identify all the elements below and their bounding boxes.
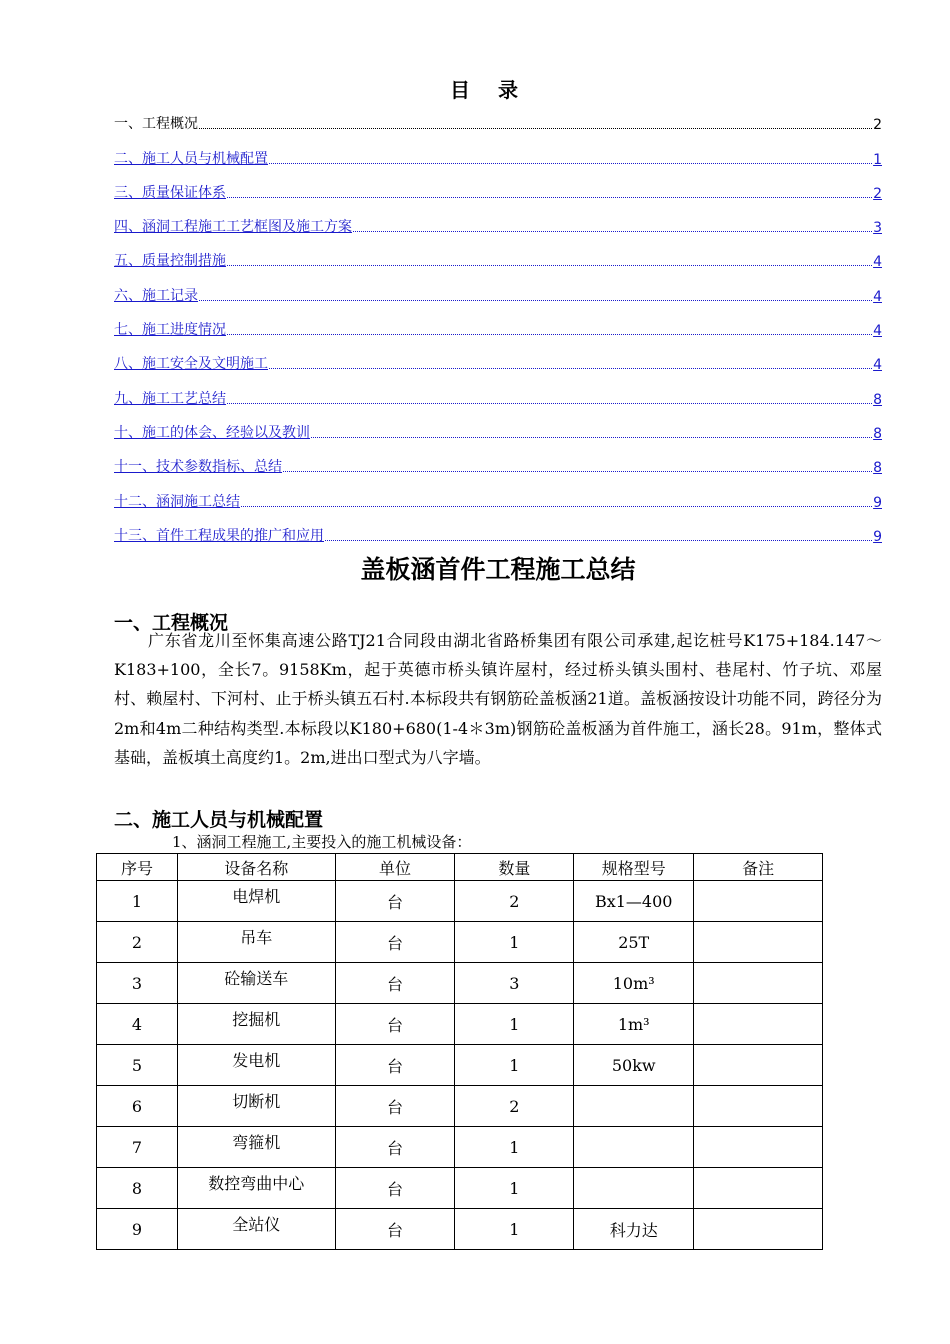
table-cell <box>694 1004 823 1045</box>
table-cell: 50kw <box>574 1045 694 1086</box>
toc-entry-page[interactable]: 8 <box>873 460 882 477</box>
toc-entry-page[interactable]: 3 <box>873 220 882 237</box>
toc-entry-label[interactable]: 二、施工人员与机械配置 <box>114 150 268 167</box>
table-cell: 1 <box>455 922 574 963</box>
table-cell <box>694 1168 823 1209</box>
toc-entry[interactable] <box>114 237 882 271</box>
table-header-row <box>97 854 823 881</box>
toc-leader-dots <box>199 300 872 301</box>
table-cell <box>574 1086 694 1127</box>
table-cell: 9 <box>97 1209 178 1250</box>
table-header-cell: 数量 <box>455 854 574 881</box>
toc-entry-label[interactable]: 八、施工安全及文明施工 <box>114 356 268 373</box>
table-cell <box>694 922 823 963</box>
overview-paragraph: 广东省龙川至怀集高速公路TJ21合同段由湖北省路桥集团有限公司承建,起讫桩号K175+184.147～K183+100，全长7。9158Km，起于英德市桥头镇许屋村，经过桥头镇头围村、巷尾村、竹子坑、邓屋村、赖屋村、下河村、止于桥头镇五石村.本标段共有钢筋砼盖板涵21道。盖板涵按设计功能不同，跨径分为2m和4m二种结构类型.本标段以K180+680(1-4＊3m)钢筋砼盖板涵为首件施工，涵长28。91m，整体式基础，盖板填土高度约1。2m,进出口型式为八字墙。 <box>114 631 882 767</box>
table-cell <box>177 1086 335 1127</box>
table-cell: 8 <box>97 1168 178 1209</box>
toc-entry-label[interactable]: 五、质量控制措施 <box>114 253 226 270</box>
table-row <box>97 1086 823 1127</box>
toc-entry-label[interactable]: 十三、首件工程成果的推广和应用 <box>114 527 324 544</box>
toc-leader-dots <box>227 403 872 404</box>
toc-entry-page[interactable]: 2 <box>873 185 882 202</box>
equipment-name: 发电机 <box>232 1050 281 1070</box>
toc-entry[interactable] <box>114 409 882 443</box>
table-cell <box>574 1168 694 1209</box>
toc-entry[interactable] <box>114 100 882 134</box>
table-header-cell: 序号 <box>97 854 178 881</box>
toc-entry-page[interactable]: 4 <box>873 323 882 340</box>
toc-entry-page[interactable]: 4 <box>873 288 882 305</box>
equipment-name: 砼输送车 <box>224 968 289 988</box>
toc-entry-label[interactable]: 十二、涵洞施工总结 <box>114 493 240 510</box>
equipment-table <box>96 853 823 1250</box>
section-heading-overview: 一、工程概况 <box>114 612 229 634</box>
equipment-name: 弯箍机 <box>232 1132 281 1152</box>
toc-entry[interactable] <box>114 374 882 408</box>
toc-leader-dots <box>227 334 872 335</box>
toc-entry-page[interactable]: 9 <box>873 528 882 545</box>
toc-leader-dots <box>311 437 872 438</box>
toc-leader-dots <box>227 197 872 198</box>
toc-entry-page[interactable]: 1 <box>873 151 882 168</box>
toc-entry[interactable] <box>114 340 882 374</box>
toc-entry-label[interactable]: 九、施工工艺总结 <box>114 390 226 407</box>
table-cell <box>694 1086 823 1127</box>
table-cell: 3 <box>455 963 574 1004</box>
table-cell: 4 <box>97 1004 178 1045</box>
table-cell: Bx1—400 <box>574 881 694 922</box>
table-cell <box>694 881 823 922</box>
table-of-contents <box>114 100 882 546</box>
equipment-name: 切断机 <box>232 1091 281 1111</box>
table-cell: 台 <box>335 1004 455 1045</box>
table-cell: 2 <box>97 922 178 963</box>
equipment-intro: 1、涵洞工程施工,主要投入的施工机械设备： <box>172 833 472 851</box>
table-cell: 台 <box>335 1086 455 1127</box>
table-cell: 6 <box>97 1086 178 1127</box>
table-cell: 台 <box>335 1127 455 1168</box>
table-header-cell: 规格型号 <box>574 854 694 881</box>
table-cell <box>177 1209 335 1250</box>
table-cell: 1 <box>455 1168 574 1209</box>
table-cell: 1 <box>455 1045 574 1086</box>
table-header-cell: 设备名称 <box>177 854 335 881</box>
table-cell: 台 <box>335 1045 455 1086</box>
table-row <box>97 1127 823 1168</box>
toc-leader-dots <box>241 506 872 507</box>
table-cell <box>177 1004 335 1045</box>
toc-entry[interactable] <box>114 203 882 237</box>
toc-entry-page[interactable]: 9 <box>873 494 882 511</box>
table-header-cell: 单位 <box>335 854 455 881</box>
table-row <box>97 1168 823 1209</box>
table-header-cell: 备注 <box>694 854 823 881</box>
table-cell: 科力达 <box>574 1209 694 1250</box>
toc-title: 目录 <box>450 78 546 102</box>
toc-leader-dots <box>269 163 872 164</box>
equipment-name: 吊车 <box>240 927 273 947</box>
table-row <box>97 963 823 1004</box>
toc-entry-page[interactable]: 8 <box>873 391 882 408</box>
table-cell: 5 <box>97 1045 178 1086</box>
equipment-name: 数控弯曲中心 <box>208 1173 305 1193</box>
table-cell: 2 <box>455 1086 574 1127</box>
table-cell: 台 <box>335 922 455 963</box>
toc-entry-page[interactable]: 4 <box>873 357 882 374</box>
table-cell: 1m³ <box>574 1004 694 1045</box>
table-cell: 3 <box>97 963 178 1004</box>
table-cell <box>694 963 823 1004</box>
table-row <box>97 881 823 922</box>
table-cell <box>177 1045 335 1086</box>
table-cell <box>694 1127 823 1168</box>
table-cell: 1 <box>455 1209 574 1250</box>
table-cell <box>694 1045 823 1086</box>
table-cell <box>177 963 335 1004</box>
table-cell: 7 <box>97 1127 178 1168</box>
table-cell <box>177 881 335 922</box>
toc-entry-label[interactable]: 十、施工的体会、经验以及教训 <box>114 424 310 441</box>
table-cell: 台 <box>335 881 455 922</box>
table-cell: 1 <box>455 1127 574 1168</box>
toc-entry-label[interactable]: 六、施工记录 <box>114 287 198 304</box>
table-cell: 1 <box>455 1004 574 1045</box>
toc-entry-page[interactable]: 2 <box>873 117 882 134</box>
toc-leader-dots <box>353 231 872 232</box>
toc-entry[interactable] <box>114 512 882 546</box>
table-cell: 25T <box>574 922 694 963</box>
toc-entry-label[interactable]: 七、施工进度情况 <box>114 322 226 339</box>
toc-entry-label[interactable]: 十一、技术参数指标、总结 <box>114 459 282 476</box>
table-cell: 2 <box>455 881 574 922</box>
toc-leader-dots <box>325 540 872 541</box>
toc-entry[interactable] <box>114 169 882 203</box>
table-cell <box>177 922 335 963</box>
table-row <box>97 922 823 963</box>
toc-entry[interactable] <box>114 134 882 168</box>
toc-entry-page[interactable]: 4 <box>873 254 882 271</box>
toc-entry-label[interactable]: 四、涵洞工程施工工艺框图及施工方案 <box>114 219 352 236</box>
table-cell: 台 <box>335 1168 455 1209</box>
table-cell: 10m³ <box>574 963 694 1004</box>
toc-entry[interactable] <box>114 271 882 305</box>
table-cell: 台 <box>335 1209 455 1250</box>
table-cell <box>574 1127 694 1168</box>
table-row <box>97 1004 823 1045</box>
table-cell <box>694 1209 823 1250</box>
section-heading-personnel: 二、施工人员与机械配置 <box>114 809 324 831</box>
toc-entry[interactable] <box>114 477 882 511</box>
equipment-name: 全站仪 <box>232 1214 281 1234</box>
equipment-name: 挖掘机 <box>232 1009 281 1029</box>
toc-leader-dots <box>227 265 872 266</box>
toc-leader-dots <box>269 368 872 369</box>
table-row <box>97 1209 823 1250</box>
table-cell <box>177 1127 335 1168</box>
toc-entry-label[interactable]: 三、质量保证体系 <box>114 184 226 201</box>
toc-entry[interactable] <box>114 306 882 340</box>
table-cell: 1 <box>97 881 178 922</box>
toc-entry-label[interactable]: 一、工程概况 <box>114 116 198 133</box>
table-row <box>97 1045 823 1086</box>
toc-entry[interactable] <box>114 443 882 477</box>
table-cell: 台 <box>335 963 455 1004</box>
toc-leader-dots <box>283 471 872 472</box>
table-cell <box>177 1168 335 1209</box>
equipment-name: 电焊机 <box>232 886 281 906</box>
toc-leader-dots <box>199 128 872 129</box>
document-title: 盖板涵首件工程施工总结 <box>360 555 636 584</box>
toc-entry-page[interactable]: 8 <box>873 425 882 442</box>
